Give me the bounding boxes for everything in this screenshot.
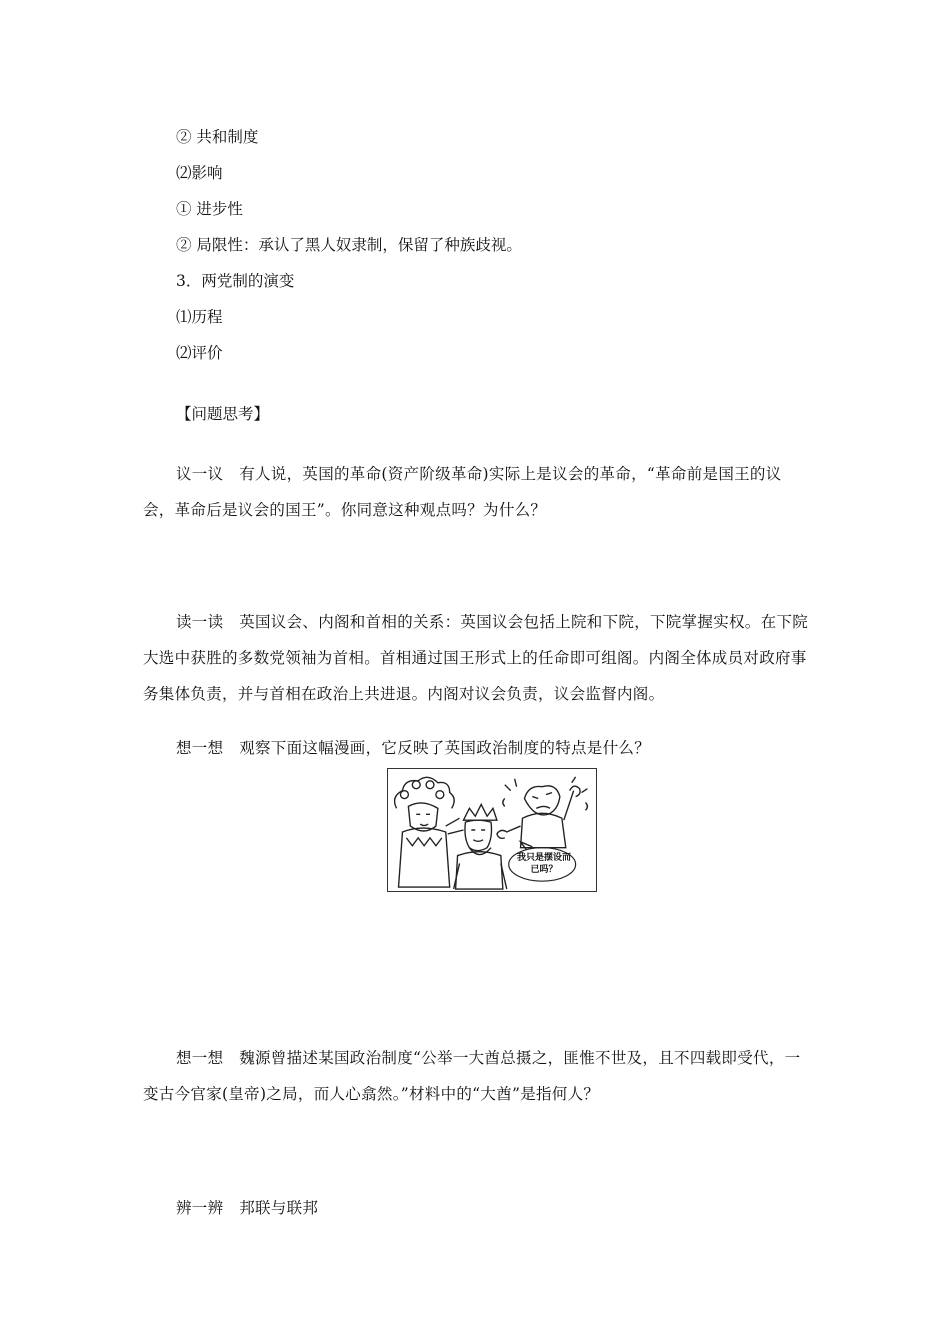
line-republic: ② 共和制度 [176,128,259,146]
paragraph-think-cartoon: 想一想 观察下面这幅漫画，它反映了英国政治制度的特点是什么？ [176,739,651,757]
line-two-party: 3．两党制的演变 [176,272,295,290]
line-impact: ⑵影响 [176,164,223,182]
section-heading: 【问题思考】 [176,405,270,423]
line-limitation: ② 局限性：承认了黑人奴隶制，保留了种族歧视。 [176,236,522,254]
paragraph-think-weiyuan: 想一想 魏源曾描述某国政治制度“公举一大酋总摄之，匪惟不世及，且不四载即受代，一变古今官家(皇帝)之局，而人心翕然。”材料中的“大酋”是指何人？ [143,1049,801,1103]
paragraph-discuss: 议一议 有人说，英国的革命(资产阶级革命)实际上是议会的革命，“革命前是国王的议会，革命后是议会的国王”。你同意这种观点吗？为什么？ [143,465,782,519]
speech-bubble-text: 我只是摆设而已吗？ [516,853,571,875]
paragraph-distinguish: 辨一辨 邦联与联邦 [176,1199,319,1217]
paragraph-read: 读一读 英国议会、内阁和首相的关系：英国议会包括上院和下院，下院掌握实权。在下院大选中获胜的多数党领袖为首相。首相通过国王形式上的任命即可组阁。内阁全体成员对政府事务集体负责，并与首相在政治上共进退。内阁对议会负责，议会监督内阁。 [143,613,809,703]
political-cartoon [387,768,597,892]
line-evaluation: ⑵评价 [176,344,223,362]
line-progressive: ① 进步性 [176,200,243,218]
line-history: ⑴历程 [176,308,223,326]
